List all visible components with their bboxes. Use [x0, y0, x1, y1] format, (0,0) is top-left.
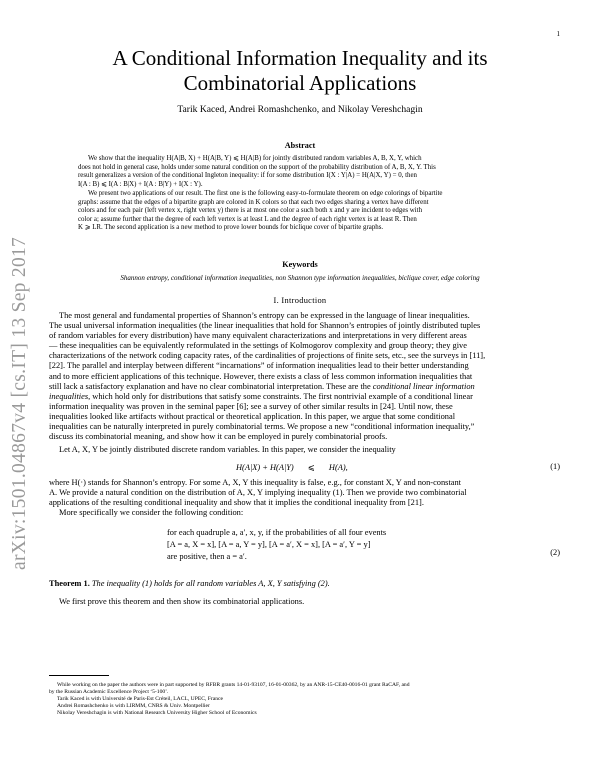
body-line: Let A, X, Y be jointly distributed discrete random variables. In this paper, we consider the inequality	[59, 445, 396, 454]
body-line: and to more efficient applications of this technique. However, there exists a class of less common information inequalities that	[49, 371, 473, 381]
body-line: A. We provide a natural condition on the distribution of A, X, Y implying inequality (1). Then we provide two combinatorial	[49, 488, 467, 498]
body-line: of random variables for every distribution) have many equivalent characterizations and interpretations in very different areas	[49, 331, 467, 341]
body-line: inequalities, which hold only for distributions that satisfy some constraints. The first nontrivial example of a conditional linear	[49, 391, 473, 401]
condition-line: for each quadruple a, a′, x, y, if the probabilities of all four events	[167, 528, 387, 537]
footnote-line: by the Russian Academic Excellence Project ‘5-100’.	[49, 689, 169, 696]
body-line: inequalities looked like artifacts without practical or theoretical application. In this paper, we argue that some conditional	[49, 411, 456, 421]
condition-2	[167, 527, 386, 563]
paper-title	[60, 46, 540, 96]
keywords: Shannon entropy, conditional information inequalities, non Shannon type information inequalities, biclique cover, edge coloring	[120, 274, 480, 282]
abstract-line: color a; assume further that the degree of each left vertex is at least L and the degree of each right vertex is at least R. Then	[78, 215, 417, 223]
footnote-line: While working on the paper the authors were in part supported by RFBR grants 14-01-93107, 16-01-00362, by an ANR-15-CE40-0016-01 grant RaCAF, and	[57, 682, 410, 688]
abstract-line: K ⩾ LR. The second application is a new method to prove lower bounds for biclique cover of bipartite graphs.	[78, 224, 384, 232]
title-line-1: A Conditional Information Inequality and its	[112, 46, 488, 70]
equation-rhs: H(A),	[328, 463, 348, 472]
abstract-line: We present two applications of our result. The first one is the following easy-to-formulate theorem on edge colorings of bipartite	[88, 190, 443, 198]
abstract-heading: Abstract	[284, 141, 316, 150]
theorem-text: The inequality (1) holds for all random variables A, X, Y satisfying (2).	[91, 579, 330, 588]
abstract-text	[78, 155, 532, 233]
body-line: More specifically we consider the following condition:	[59, 508, 244, 518]
footnote-line: Andrei Romashchenko is with LIRMM, CNRS & Univ. Montpellier	[57, 703, 210, 710]
arxiv-watermark: arXiv:1501.04867v4 [cs.IT] 13 Sep 2017	[9, 236, 30, 570]
intro-paragraph-1	[49, 311, 560, 442]
authors: Tarik Kaced, Andrei Romashchenko, and Nikolay Vereshchagin	[177, 104, 423, 115]
footnote-line: Nikolay Vereshchagin is with National Research University Higher School of Economics	[57, 710, 257, 717]
equation-lhs: H(A|X) + H(A|Y)	[236, 463, 294, 472]
body-line: still lack a satisfactory explanation and have no clear combinatorial interpretation. These are the conditional linear information	[49, 381, 475, 391]
italic-phrase: inequalities	[49, 391, 89, 401]
abstract-line: We show that the inequality H(A|B, X) + H(A|B, Y) ⩽ H(A|B) for jointly distributed random variables A, B, X, Y, which	[88, 155, 422, 162]
body-line: inequalities can be naturally interpreted in purely combinatorial terms. We propose a new “conditional information inequality,”	[49, 422, 475, 432]
title-line-2: Combinatorial Applications	[183, 71, 417, 95]
footnotes	[49, 682, 560, 717]
abstract-line: colors and for each pair (left vertex x, right vertex y) there is at most one color a such both x and y are incident to edges with	[78, 207, 423, 215]
equation-2-number: (2)	[550, 548, 560, 557]
body-line: information inequality was proven in the seminal paper [6]; see a survey of other similar results in [24]. Until now, these	[49, 401, 453, 411]
abstract-line: I(A : B) ⩽ I(A : B|X) + I(A : B|Y) + I(X : Y).	[78, 180, 203, 188]
page-number: 1	[556, 30, 560, 38]
abstract-line: graphs: assume that the edges of a bipartite graph are colored in K colors so that each two edges sharing a vertex have different	[78, 198, 429, 206]
condition-line: [A = a, X = x], [A = a, Y = y], [A = a′, X = x], [A = a′, Y = y]	[167, 540, 371, 549]
equation-1-number: (1)	[550, 462, 560, 471]
intro-paragraph-2	[49, 445, 560, 455]
equation-relation: ⩽	[307, 463, 315, 472]
footnote-line: Tarik Kaced is with Université de Paris-Est Créteil, LACL, UPEC, France	[57, 696, 223, 703]
intro-paragraph-3	[49, 478, 560, 518]
section-heading: I. Introduction	[273, 296, 327, 305]
body-line: — these inequalities can be equivalently reformulated in the settings of Kolmogorov complexity and group theory; they give	[49, 341, 467, 351]
body-line: We first prove this theorem and then show its combinatorial applications.	[59, 597, 305, 606]
intro-paragraph-5	[49, 597, 560, 607]
theorem-1	[49, 579, 560, 589]
body-line: applications of the resulting conditional inequality and show that it implies the conditional inequality from [21].	[49, 498, 424, 508]
keywords-heading: Keywords	[282, 260, 318, 269]
body-line: where H(·) stands for Shannon’s entropy. For some A, X, Y this inequality is false, e.g., for constant X, Y and non-constant	[49, 478, 461, 487]
abstract-line: does not hold in general case, holds under some natural condition on the support of the probability distribution of A, B, X, Y. This	[78, 163, 436, 171]
condition-line: are positive, then a = a′.	[167, 552, 247, 561]
body-line: characterizations of the network coding capacity rates, of the cardinalities of projections of finite sets, etc., see the surveys in [11],	[49, 351, 486, 361]
body-line: discuss its combinatorial meaning, and show how it can be employed in purely combinatorial proofs.	[49, 432, 388, 442]
italic-phrase: conditional linear information	[372, 381, 475, 391]
body-line: The most general and fundamental properties of Shannon’s entropy can be expressed in the language of linear inequalities.	[59, 311, 470, 320]
footnote-rule	[49, 675, 109, 676]
body-line: The usual universal information inequalities (the linear inequalities that hold for Shannon’s entropies of jointly distributed tuples	[49, 321, 481, 331]
equation-1	[236, 462, 348, 472]
theorem-label: Theorem 1.	[49, 579, 90, 588]
abstract-line: result generalizes a version of the conditional Ingleton inequality: if for some distribution I(X : Y|A) = H(A|X, Y) = 0, then	[78, 172, 417, 180]
body-line: [22]. The parallel and interplay between different “incarnations” of information inequalities lead to their better understanding	[49, 361, 469, 371]
